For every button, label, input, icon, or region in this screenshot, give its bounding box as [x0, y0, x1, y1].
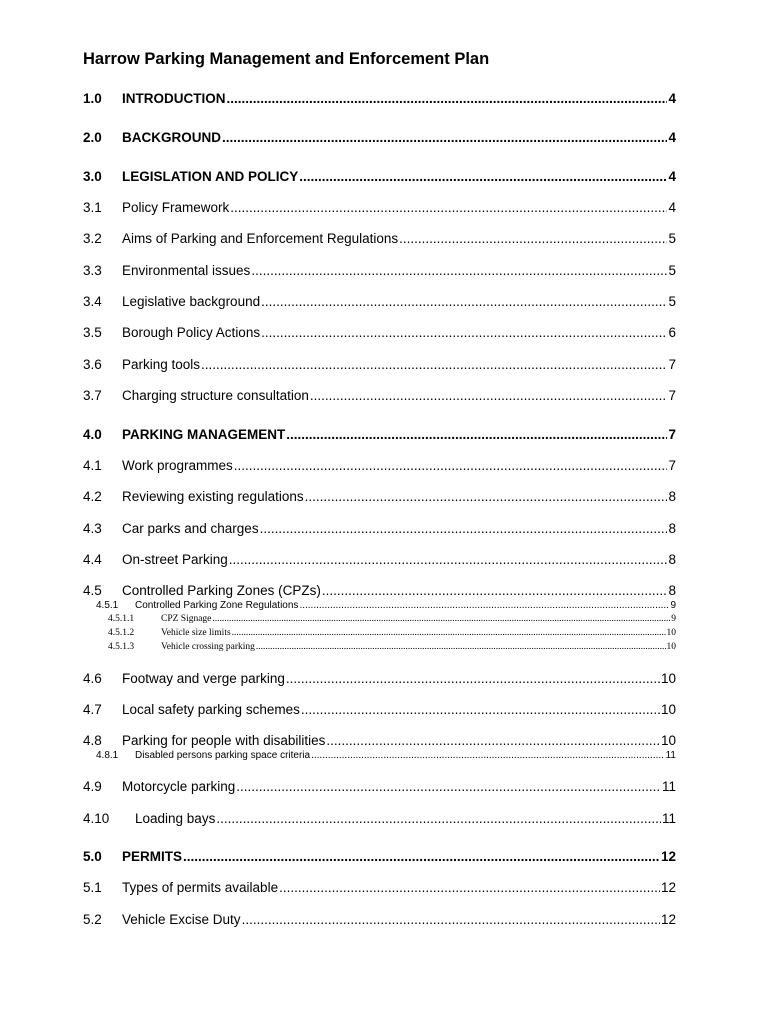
toc-page-number: 11 — [661, 779, 676, 794]
toc-heading: BACKGROUND — [122, 130, 221, 145]
dot-leader — [234, 458, 668, 473]
toc-number: 3.2 — [83, 231, 102, 246]
toc-entry-4-8[interactable] — [83, 733, 676, 748]
toc-page-number: 8 — [668, 489, 676, 504]
toc-number: 5.2 — [83, 912, 102, 927]
toc-entry-4-5-1-1[interactable] — [108, 614, 676, 624]
toc-heading: Vehicle Excise Duty — [122, 912, 241, 927]
dot-leader — [311, 750, 665, 761]
toc-page-number: 10 — [660, 733, 676, 748]
dot-leader — [230, 200, 667, 215]
toc-heading: Car parks and charges — [122, 521, 259, 536]
toc-page-number: 6 — [668, 325, 676, 340]
toc-entry-3-1[interactable] — [83, 200, 676, 215]
toc-entry-4-1[interactable] — [83, 458, 676, 473]
toc-number: 4.9 — [83, 779, 102, 794]
toc-number: 4.1 — [83, 458, 102, 473]
toc-entry-4-5[interactable] — [83, 583, 676, 598]
toc-heading: Vehicle crossing parking — [161, 642, 255, 652]
toc-page-number: 9 — [670, 600, 676, 611]
toc-heading: Charging structure consultation — [122, 388, 309, 403]
toc-page-number: 9 — [671, 614, 676, 624]
toc-number: 3.7 — [83, 388, 102, 403]
toc-heading: Motorcycle parking — [122, 779, 236, 794]
dot-leader — [256, 642, 666, 652]
toc-page-number: 4 — [668, 130, 676, 145]
toc-number: 5.0 — [83, 849, 102, 864]
toc-heading: Policy Framework — [122, 200, 230, 215]
toc-entry-4-10[interactable] — [83, 811, 676, 826]
toc-entry-3-0[interactable] — [83, 169, 676, 184]
dot-leader — [251, 263, 667, 278]
toc-heading: PERMITS — [122, 849, 183, 864]
dot-leader — [286, 671, 660, 686]
toc-number: 4.6 — [83, 671, 102, 686]
toc-number: 5.1 — [83, 880, 102, 895]
toc-number: 3.5 — [83, 325, 102, 340]
toc-heading: LEGISLATION AND POLICY — [122, 169, 299, 184]
toc-page-number: 8 — [668, 583, 676, 598]
dot-leader — [201, 357, 667, 372]
dot-leader — [299, 169, 667, 184]
toc-page-number: 5 — [668, 263, 676, 278]
dot-leader — [326, 733, 660, 748]
toc-heading: Controlled Parking Zones (CPZs) — [122, 583, 321, 598]
toc-page-number: 4 — [668, 200, 676, 215]
toc-entry-1-0[interactable] — [83, 91, 676, 106]
toc-number: 3.0 — [83, 169, 102, 184]
dot-leader — [305, 489, 668, 504]
toc-page-number: 12 — [660, 912, 676, 927]
toc-entry-3-5[interactable] — [83, 325, 676, 340]
toc-entry-4-9[interactable] — [83, 779, 676, 794]
toc-heading: Work programmes — [122, 458, 233, 473]
toc-entry-4-0[interactable] — [83, 427, 676, 442]
toc-page-number: 7 — [668, 458, 676, 473]
dot-leader — [399, 231, 667, 246]
toc-heading: Vehicle size limits — [161, 628, 231, 638]
toc-number: 3.4 — [83, 294, 102, 309]
toc-number: 3.1 — [83, 200, 102, 215]
toc-page-number: 5 — [668, 294, 676, 309]
toc-entry-4-5-1-3[interactable] — [108, 642, 676, 652]
toc-heading: INTRODUCTION — [122, 91, 226, 106]
toc-heading: Borough Policy Actions — [122, 325, 261, 340]
toc-page-number: 4 — [668, 91, 676, 106]
toc-entry-4-4[interactable] — [83, 552, 676, 567]
dot-leader — [212, 614, 670, 624]
toc-heading: PARKING MANAGEMENT — [122, 427, 286, 442]
toc-entry-4-6[interactable] — [83, 671, 676, 686]
toc-entry-4-8-1[interactable] — [96, 750, 676, 761]
toc-page-number: 10 — [666, 628, 676, 638]
dot-leader — [322, 583, 668, 598]
toc-number: 4.5.1 — [96, 600, 119, 611]
toc-page-number: 11 — [665, 750, 676, 761]
toc-entry-4-5-1-2[interactable] — [108, 628, 676, 638]
toc-entry-3-4[interactable] — [83, 294, 676, 309]
toc-page-number: 8 — [668, 521, 676, 536]
dot-leader — [286, 427, 667, 442]
dot-leader — [261, 294, 667, 309]
toc-entry-5-1[interactable] — [83, 880, 676, 895]
document-title: Harrow Parking Management and Enforcement Plan — [83, 50, 490, 68]
dot-leader — [299, 600, 669, 611]
dot-leader — [183, 849, 660, 864]
toc-page-number: 7 — [668, 388, 676, 403]
toc-entry-4-3[interactable] — [83, 521, 676, 536]
toc-number: 4.5 — [83, 583, 102, 598]
toc-number: 4.5.1.2 — [108, 628, 135, 638]
toc-number: 1.0 — [83, 91, 102, 106]
dot-leader — [242, 912, 660, 927]
toc-heading: CPZ Signage — [161, 614, 212, 624]
dot-leader — [229, 552, 668, 567]
dot-leader — [236, 779, 661, 794]
toc-heading: Environmental issues — [122, 263, 251, 278]
toc-heading: Parking tools — [122, 357, 201, 372]
toc-number: 4.5.1.1 — [108, 614, 135, 624]
toc-heading: Types of permits available — [122, 880, 279, 895]
toc-page-number: 7 — [668, 427, 676, 442]
toc-number: 4.2 — [83, 489, 102, 504]
toc-number: 4.8 — [83, 733, 102, 748]
toc-entry-3-7[interactable] — [83, 388, 676, 403]
toc-page-number: 12 — [660, 880, 676, 895]
toc-page-number: 10 — [660, 702, 676, 717]
toc-entry-5-0[interactable] — [83, 849, 676, 864]
toc-number: 4.10 — [83, 811, 110, 826]
toc-page-number: 8 — [668, 552, 676, 567]
toc-heading: Controlled Parking Zone Regulations — [135, 600, 299, 611]
dot-leader — [222, 130, 667, 145]
toc-page-number: 7 — [668, 357, 676, 372]
toc-page-number: 10 — [660, 671, 676, 686]
toc-heading: Parking for people with disabilities — [122, 733, 326, 748]
toc-heading: Local safety parking schemes — [122, 702, 300, 717]
toc-heading: Footway and verge parking — [122, 671, 285, 686]
dot-leader — [301, 702, 660, 717]
toc-entry-3-6[interactable] — [83, 357, 676, 372]
dot-leader — [216, 811, 661, 826]
dot-leader — [310, 388, 668, 403]
toc-heading: On-street Parking — [122, 552, 228, 567]
toc-number: 4.0 — [83, 427, 102, 442]
toc-entry-4-2[interactable] — [83, 489, 676, 504]
toc-page-number: 11 — [661, 811, 676, 826]
toc-entry-4-5-1[interactable] — [96, 600, 676, 611]
toc-entry-3-2[interactable] — [83, 231, 676, 246]
toc-number: 4.5.1.3 — [108, 642, 135, 652]
toc-number: 4.3 — [83, 521, 102, 536]
toc-page-number: 10 — [666, 642, 676, 652]
toc-page-number: 5 — [668, 231, 676, 246]
dot-leader — [261, 325, 667, 340]
toc-page-number: 12 — [660, 849, 676, 864]
toc-number: 4.8.1 — [96, 750, 119, 761]
dot-leader — [232, 628, 666, 638]
toc-entry-3-3[interactable] — [83, 263, 676, 278]
toc-number: 4.7 — [83, 702, 102, 717]
toc-entry-4-7[interactable] — [83, 702, 676, 717]
toc-page-number: 4 — [668, 169, 676, 184]
toc-entry-5-2[interactable] — [83, 912, 676, 927]
toc-heading: Disabled persons parking space criteria — [135, 750, 311, 761]
toc-entry-2-0[interactable] — [83, 130, 676, 145]
toc-number: 3.6 — [83, 357, 102, 372]
toc-heading: Legislative background — [122, 294, 261, 309]
dot-leader — [279, 880, 660, 895]
toc-heading: Aims of Parking and Enforcement Regulations — [122, 231, 399, 246]
dot-leader — [260, 521, 668, 536]
toc-number: 4.4 — [83, 552, 102, 567]
toc-heading: Reviewing existing regulations — [122, 489, 304, 504]
dot-leader — [227, 91, 668, 106]
toc-heading: Loading bays — [135, 811, 216, 826]
toc-number: 3.3 — [83, 263, 102, 278]
toc-number: 2.0 — [83, 130, 102, 145]
